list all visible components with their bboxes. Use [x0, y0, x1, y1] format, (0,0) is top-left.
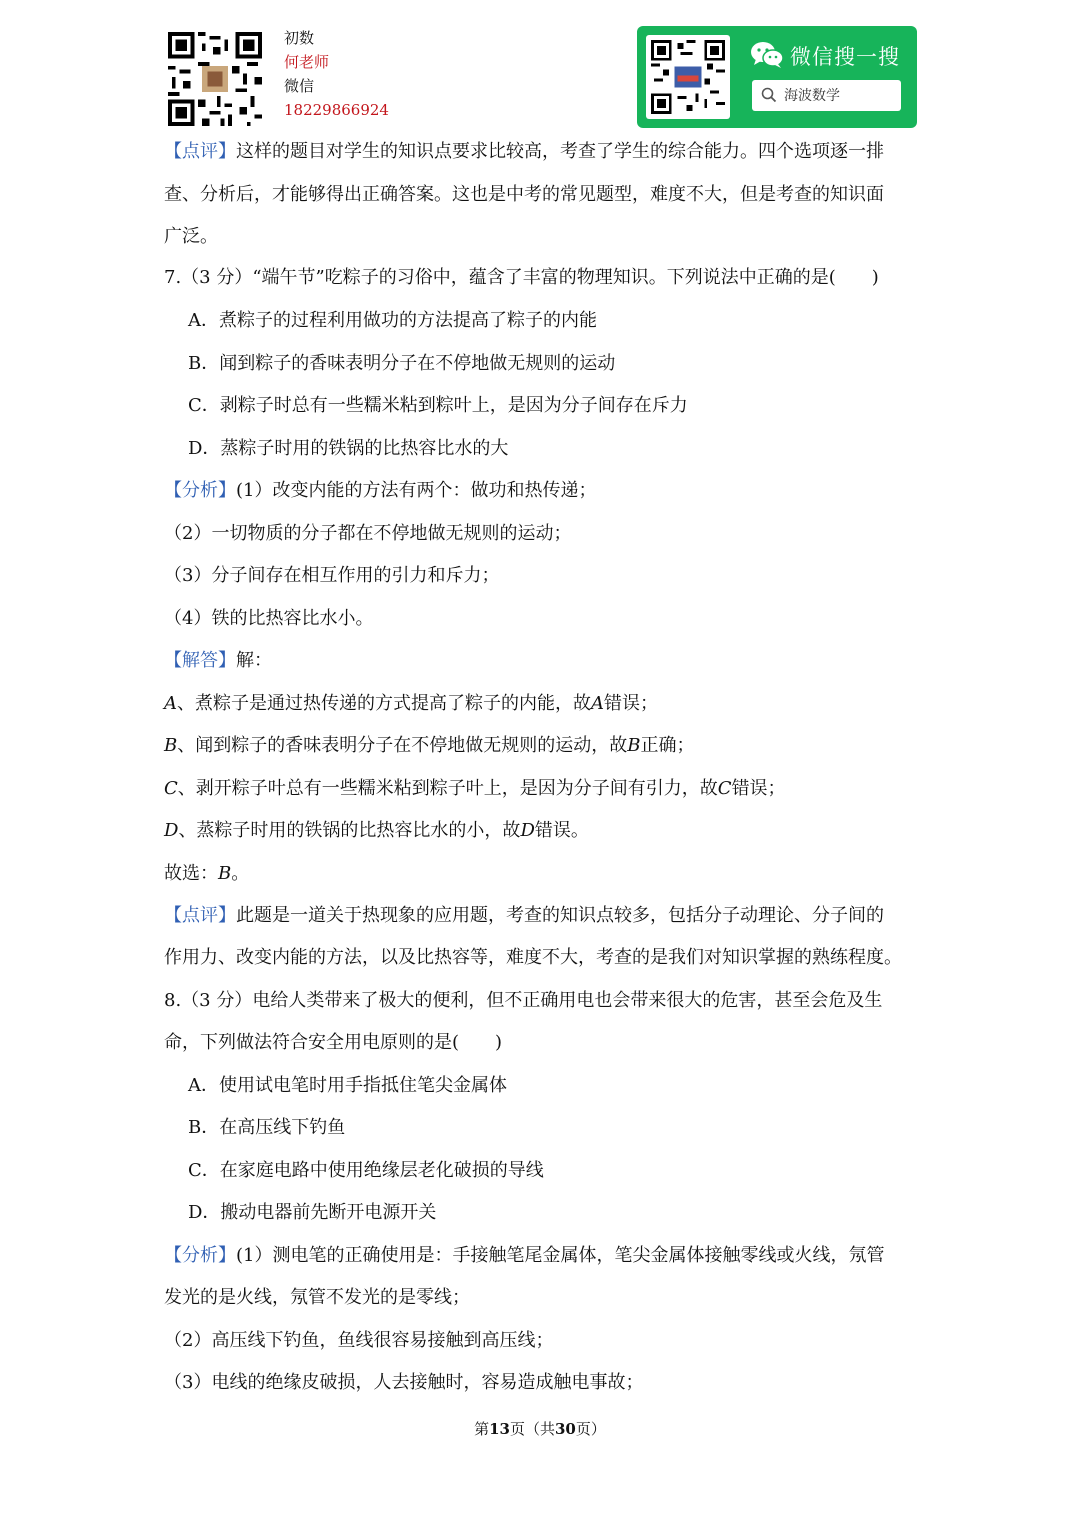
- text-line: 广泛。: [164, 226, 218, 247]
- label-tag: 【分析】: [164, 1245, 236, 1266]
- text-line: （4）铁的比热容比水小。: [164, 608, 374, 629]
- q7-option-d: D．蒸粽子时用的铁锅的比热容比水的大: [188, 438, 509, 459]
- analysis-line: [164, 1243, 884, 1269]
- footer-prefix: 第: [474, 1420, 490, 1438]
- text: 、煮粽子是通过热传递的方式提高了粽子的内能，故: [177, 693, 591, 714]
- wechat-qr-code: [646, 35, 730, 119]
- text-line: 命，下列做法符合安全用电原则的是( ): [164, 1032, 503, 1053]
- text: 、剥开粽子叶总有一些糯米粘到粽子叶上，是因为分子间有引力，故: [177, 778, 718, 799]
- text: 错误；: [604, 693, 658, 714]
- text-line: （3）电线的绝缘皮破损，人去接触时，容易造成触电事故；: [164, 1372, 644, 1393]
- option-letter: B: [627, 735, 641, 756]
- option-letter: A: [591, 693, 604, 714]
- text: 。: [231, 863, 250, 884]
- q7-option-c: C．剥粽子时总有一些糯米粘到粽叶上，是因为分子间存在斥力: [188, 395, 688, 416]
- contact-info: [284, 26, 389, 122]
- contact-line-teacher: 何老师: [284, 53, 330, 71]
- text-line: 发光的是火线，氖管不发光的是零线；: [164, 1287, 470, 1308]
- text: 此题是一道关于热现象的应用题，考查的知识点较多，包括分子动理论、分子间的: [236, 905, 884, 926]
- text-line: （2）一切物质的分子都在不停地做无规则的运动；: [164, 523, 572, 544]
- option-letter: D: [164, 820, 179, 841]
- option-letter: C: [717, 778, 732, 799]
- comment-line: [164, 139, 884, 165]
- q8-option-a: A．使用试电笔时用手指抵住笔尖金属体: [188, 1075, 507, 1096]
- text: 故选：: [164, 863, 218, 884]
- footer-suffix: 页）: [575, 1420, 606, 1438]
- wechat-search-text: 海波数学: [784, 88, 840, 104]
- answer-item-a: [164, 691, 658, 717]
- question-8-stem: 8.（3 分）电给人类带来了极大的便利，但不正确用电也会带来很大的危害，甚至会危及生: [164, 990, 883, 1011]
- text: 错误；: [731, 778, 786, 799]
- text: 这样的题目对学生的知识点要求比较高，考查了学生的综合能力。四个选项逐一排: [236, 141, 884, 162]
- option-letter: A: [164, 693, 177, 714]
- text: 解：: [236, 650, 272, 671]
- page-footer: [0, 1418, 1080, 1439]
- option-letter: B: [164, 735, 178, 756]
- analysis-line: [164, 478, 596, 504]
- page-header: [0, 0, 1080, 135]
- question-7-stem: 7.（3 分）“端午节”吃粽子的习俗中，蕴含了丰富的物理知识。下列说法中正确的是( ): [164, 267, 879, 288]
- q7-option-a: A．煮粽子的过程利用做功的方法提高了粽子的内能: [188, 310, 597, 331]
- answer-item-b: [164, 733, 694, 759]
- total-pages: 30: [555, 1420, 576, 1438]
- option-letter: D: [520, 820, 535, 841]
- text: 、闻到粽子的香味表明分子在不停地做无规则的运动，故: [177, 735, 628, 756]
- contact-line-subject: 初数: [284, 29, 315, 47]
- wechat-search-card: [637, 26, 917, 128]
- q8-option-d: D．搬动电器前先断开电源开关: [188, 1202, 437, 1223]
- option-letter: C: [164, 778, 178, 799]
- q7-option-b: B．闻到粽子的香味表明分子在不停地做无规则的运动: [188, 353, 616, 374]
- option-letter: B: [218, 863, 232, 884]
- label-tag: 【分析】: [164, 480, 236, 501]
- text-line: （3）分子间存在相互作用的引力和斥力；: [164, 565, 500, 586]
- label-tag: 【点评】: [164, 905, 236, 926]
- answer-item-c: [164, 776, 786, 802]
- text-line: 查、分析后，才能够得出正确答案。这也是中考的常见题型，难度不大，但是考查的知识面: [164, 184, 884, 205]
- text-line: （2）高压线下钓鱼，鱼线很容易接触到高压线；: [164, 1330, 554, 1351]
- wechat-logo-icon: [750, 40, 784, 70]
- label-tag: 【点评】: [164, 141, 236, 162]
- label-tag: 【解答】: [164, 650, 236, 671]
- wechat-search-title: 微信搜一搜: [790, 45, 900, 69]
- comment-line: [164, 903, 884, 929]
- qr-code-image: [168, 32, 262, 126]
- text-line: 作用力、改变内能的方法，以及比热容等，难度不大，考查的是我们对知识掌握的熟练程度。: [164, 947, 902, 968]
- contact-line-wechat: 微信: [284, 77, 315, 95]
- text: 错误。: [534, 820, 589, 841]
- contact-line-phone: 18229866924: [284, 101, 389, 119]
- text: 、蒸粽子时用的铁锅的比热容比水的小，故: [178, 820, 521, 841]
- search-icon: [761, 87, 777, 103]
- answer-item-d: [164, 818, 589, 844]
- q8-option-c: C．在家庭电路中使用绝缘层老化破损的导线: [188, 1160, 544, 1181]
- q8-option-b: B．在高压线下钓鱼: [188, 1117, 346, 1138]
- final-choice: [164, 861, 249, 887]
- wechat-search-box: [752, 80, 901, 111]
- text: (1）改变内能的方法有两个：做功和热传递；: [236, 480, 597, 501]
- footer-middle: 页（共: [509, 1420, 555, 1438]
- text: (1）测电笔的正确使用是：手接触笔尾金属体，笔尖金属体接触零线或火线，氖管: [236, 1245, 885, 1266]
- text: 正确；: [640, 735, 695, 756]
- page-number: 13: [489, 1420, 510, 1438]
- answer-line: [164, 648, 272, 674]
